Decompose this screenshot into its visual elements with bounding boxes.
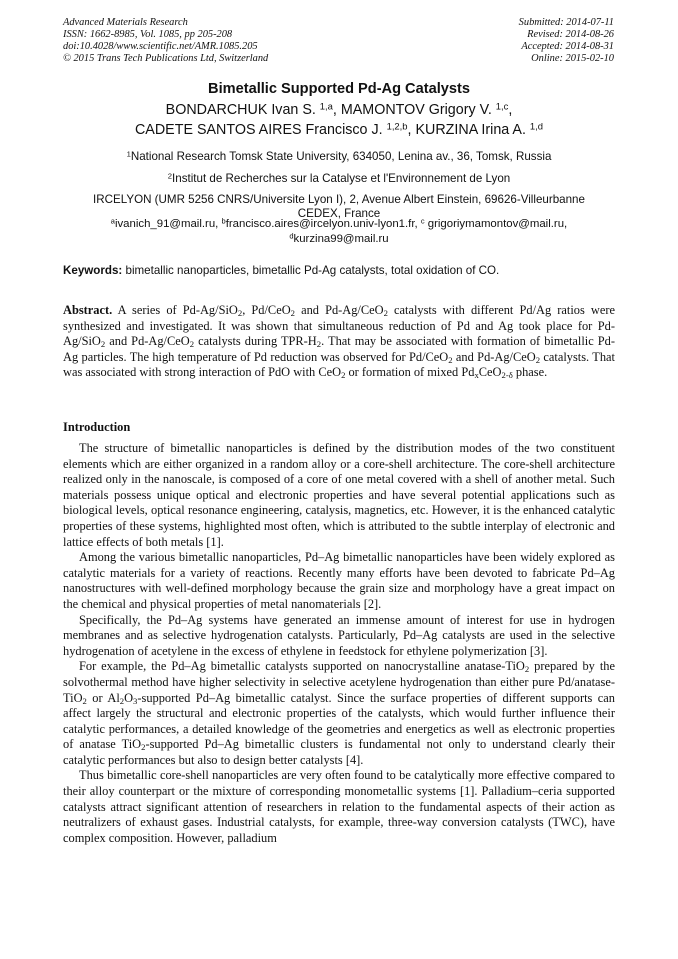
affiliation-1: $^1$National Research Tomsk State University, 634050, Lenina av., 36, Tomsk, Russia — [126, 149, 552, 163]
date-revised: Revised: 2014-08-26 — [527, 29, 614, 40]
intro-paragraph-1: The structure of bimetallic nanoparticles is defined by the distribution modes of the two constituent elements which are either organized in a random alloy or a core-shell architecture. The core-shell architecture realized only in the nanoscale, is composed of a core of one metal covered with a shell of another metal. Such materials possess unique optical and electronic properties and have several potential applications such as biological levels, optical resonance engineering, catalysis, magnetics, etc. However, it is the enhanced catalytic properties of these systems, highlighted most often, which is attributed to the subtle interplay of electronic and lattice effects of both metals [1]. — [63, 441, 615, 549]
date-accepted: Accepted: 2014-08-31 — [521, 41, 614, 52]
intro-paragraph-5: Thus bimetallic core-shell nanoparticles are very often found to be catalytically more effective compared to their alloy counterpart or the mixture of corresponding monometallic systems [1]. Palladium–ceria supported catalysts attract significant attention of researchers in relation to the fundamental aspects of their action as neutralizers of exhaust gases. Industrial catalysts, for example, three-way conversion catalysts (TWC), have complex composition. However, palladium — [63, 768, 615, 845]
abstract: Abstract. A series of Pd-Ag/SiO$_2$, Pd/CeO$_2$ and Pd-Ag/CeO$_2$ catalysts with different Pd/Ag ratios were synthesized and investigated. It was shown that simultaneous reduction of Pd and Ag took place for Pd-Ag/SiO$_2$ and Pd-Ag/CeO$_2$ catalysts during TPR-$H_2$. That may be associated with formation of bimetallic Pd-Ag particles. The high temperature of Pd reduction was observed for Pd/CeO$_2$ and Pd-Ag/CeO$_2$ catalysts. That was associated with strong interaction of PdO with CeO$_2$ or formation of mixed $Pd_xCeO_{2-\delta}$ phase. — [63, 303, 615, 381]
keywords-label: Keywords: — [63, 264, 123, 277]
email-d: kurzina99@mail.ru — [293, 232, 389, 245]
email-c: grigoriymamontov@mail.ru, — [424, 218, 568, 230]
introduction-body — [63, 441, 615, 846]
journal-name: Advanced Materials Research — [63, 17, 188, 28]
journal-copyright: © 2015 Trans Tech Publications Ltd, Switzerland — [63, 53, 269, 64]
author-list — [0, 101, 678, 140]
intro-paragraph-4: For example, the Pd–Ag bimetallic catalysts supported on nanocrystalline anatase-TiO$_2$ prepared by the solvothermal method have higher selectivity in selective acetylene hydrogenation than either pure Pd/anatase-TiO$_2$ or $Al_2O_3$-supported Pd–Ag bimetallic catalyst. Since the surface properties of different supports can affect largely the structural and electronic properties of the catalysts, which would further influence their catalytic performances, a detailed knowledge of the geometries and energetics as well as electronic properties of anatase TiO$_2$-supported Pd–Ag bimetallic clusters is fundamental not only to understand clearly their catalytic performances but also to design better catalysts [4]. — [63, 659, 616, 767]
date-submitted: Submitted: 2014-07-11 — [518, 17, 614, 28]
section-heading-introduction: Introduction — [63, 420, 131, 434]
journal-doi: doi:10.4028/www.scientific.net/AMR.1085.205 — [63, 41, 258, 52]
paper-title: Bimetallic Supported Pd-Ag Catalysts — [208, 81, 470, 97]
intro-paragraph-2: Among the various bimetallic nanoparticles, Pd–Ag bimetallic nanoparticles have been widely explored as catalytic materials for a variety of reactions. Recently many efforts have been devoted to fabricate Pd–Ag nanostructures with well-defined morphology because the grain size and morphology have a great impact on the chemical and physical properties of metal nanomaterials [2]. — [63, 550, 615, 611]
publication-dates — [519, 17, 614, 65]
keywords — [63, 264, 615, 278]
affiliation-2-address: IRCELYON (UMR 5256 CNRS/Universite Lyon I), 2, Avenue Albert Einstein, 69626-Villeurbanne CEDEX, France — [93, 193, 585, 220]
author-line-2: CADETE SANTOS AIRES Francisco J. $^{1,2,b}$, KURZINA Irina A. $^{1,d}$ — [134, 119, 544, 138]
author-line-1: BONDARCHUK Ivan S. $^{1,a}$, MAMONTOV Grigory V. $^{1,c}$, — [165, 100, 513, 118]
email-a: ivanich_91@mail.ru, — [114, 218, 222, 230]
keywords-text: bimetallic nanoparticles, bimetallic Pd-Ag catalysts, total oxidation of CO. — [122, 264, 500, 277]
email-b: francisco.aires@ircelyon.univ-lyon1.fr, — [225, 218, 421, 230]
abstract-label: Abstract. — [63, 303, 113, 317]
date-online: Online: 2015-02-10 — [531, 53, 614, 64]
journal-info — [63, 17, 268, 65]
journal-issn: ISSN: 1662-8985, Vol. 1085, pp 205-208 — [63, 29, 233, 40]
author-emails: $^a$ivanich_91@mail.ru, $^b$francisco.aires@ircelyon.univ-lyon1.fr, $^c$ grigoriymamontov@mail.ru, $^d$kurzina99@mail.ru — [110, 216, 568, 245]
intro-paragraph-3: Specifically, the Pd–Ag systems have generated an immense amount of interest for use in hydrogen membranes and as selective hydrogenation catalysts. Particularly, Pd–Ag catalysts are used in the selective hydrogenation of acetylene in the excess of ethylene in feedstock for ethylene polymerization [3]. — [63, 612, 615, 658]
affiliation-2: $^2$Institut de Recherches sur la Catalyse et l'Environnement de Lyon — [167, 171, 511, 185]
